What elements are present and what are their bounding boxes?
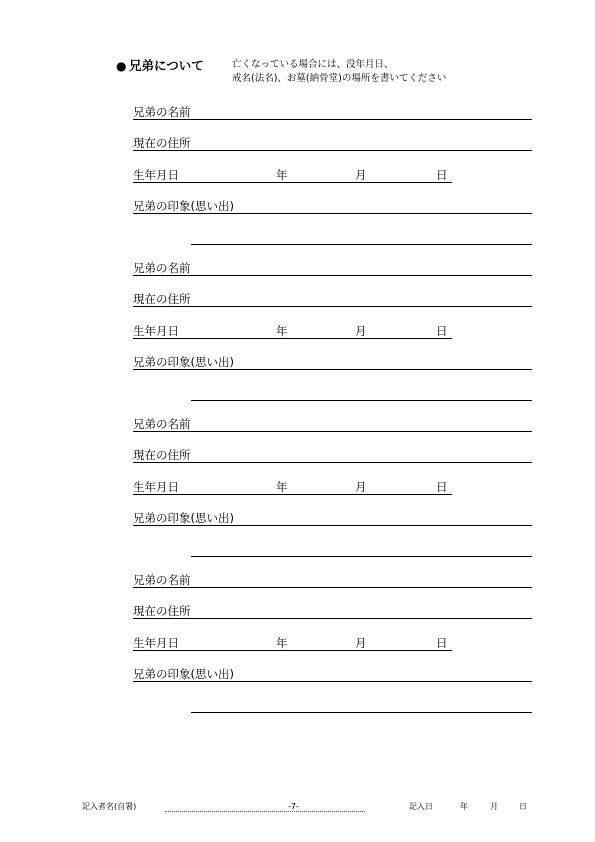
signature-field[interactable]	[165, 811, 365, 812]
year-label: 年	[276, 324, 288, 338]
current-address-field[interactable]	[133, 291, 533, 307]
current-address-field[interactable]	[133, 603, 533, 619]
month-label: 月	[355, 480, 367, 494]
birthdate-field[interactable]	[133, 167, 453, 183]
sibling-name-label: 兄弟の名前	[133, 261, 191, 275]
sibling-name-field[interactable]	[133, 416, 533, 432]
underline	[133, 306, 532, 307]
current-address-label: 現在の住所	[133, 604, 191, 618]
underline	[133, 369, 532, 370]
memory-second-line[interactable]	[191, 244, 532, 245]
year-label: 年	[276, 636, 288, 650]
entry-date-month[interactable]: 月	[490, 802, 498, 811]
entry-date-label: 記入日	[409, 802, 433, 811]
memory-label: 兄弟の印象(思い出)	[133, 511, 234, 525]
year-label: 年	[276, 480, 288, 494]
day-label: 日	[436, 480, 448, 494]
memory-field[interactable]	[133, 666, 533, 682]
page-number: -7-	[288, 802, 299, 811]
instruction-line-1: 亡くなっている場合には、没年月日、	[232, 59, 394, 70]
birthdate-label: 生年月日	[133, 480, 179, 494]
instruction-line-2: 戒名(法名)、お墓(納骨堂)の場所を書いてください	[232, 73, 447, 84]
memory-second-line[interactable]	[191, 400, 532, 401]
birthdate-field[interactable]	[133, 479, 453, 495]
birthdate-label: 生年月日	[133, 168, 179, 182]
memory-label: 兄弟の印象(思い出)	[133, 355, 234, 369]
sibling-entry-1	[133, 104, 533, 254]
month-label: 月	[355, 636, 367, 650]
current-address-label: 現在の住所	[133, 292, 191, 306]
memory-field[interactable]	[133, 510, 533, 526]
signature-label: 記入者名(自署)	[82, 802, 137, 811]
current-address-field[interactable]	[133, 447, 533, 463]
sibling-name-field[interactable]	[133, 260, 533, 276]
underline	[133, 338, 452, 339]
underline	[133, 650, 452, 651]
sibling-name-label: 兄弟の名前	[133, 417, 191, 431]
birthdate-field[interactable]	[133, 323, 453, 339]
month-label: 月	[355, 324, 367, 338]
underline	[133, 119, 532, 120]
memory-second-line[interactable]	[191, 556, 532, 557]
entry-date-day[interactable]: 日	[519, 802, 527, 811]
memory-field[interactable]	[133, 198, 533, 214]
birthdate-label: 生年月日	[133, 324, 179, 338]
sibling-name-field[interactable]	[133, 104, 533, 120]
underline	[133, 525, 532, 526]
underline	[133, 213, 532, 214]
underline	[133, 618, 532, 619]
underline	[133, 462, 532, 463]
current-address-label: 現在の住所	[133, 136, 191, 150]
sibling-entry-4	[133, 572, 533, 722]
year-label: 年	[276, 168, 288, 182]
underline	[133, 150, 532, 151]
sibling-name-label: 兄弟の名前	[133, 105, 191, 119]
day-label: 日	[436, 636, 448, 650]
underline	[133, 431, 532, 432]
underline	[133, 275, 532, 276]
birthdate-label: 生年月日	[133, 636, 179, 650]
memory-second-line[interactable]	[191, 712, 532, 713]
current-address-field[interactable]	[133, 135, 533, 151]
underline	[133, 587, 532, 588]
memory-label: 兄弟の印象(思い出)	[133, 667, 234, 681]
sibling-name-label: 兄弟の名前	[133, 573, 191, 587]
underline	[133, 182, 452, 183]
month-label: 月	[355, 168, 367, 182]
current-address-label: 現在の住所	[133, 448, 191, 462]
sibling-entry-3	[133, 416, 533, 566]
section-instructions	[232, 58, 446, 86]
section-title: 兄弟について	[129, 58, 204, 73]
entry-date-year[interactable]: 年	[460, 802, 468, 811]
underline	[133, 494, 452, 495]
bullet-icon: ●	[116, 59, 127, 73]
day-label: 日	[436, 324, 448, 338]
day-label: 日	[436, 168, 448, 182]
underline	[133, 681, 532, 682]
memory-field[interactable]	[133, 354, 533, 370]
page-footer	[82, 799, 542, 815]
memory-label: 兄弟の印象(思い出)	[133, 199, 234, 213]
sibling-name-field[interactable]	[133, 572, 533, 588]
sibling-entry-2	[133, 260, 533, 410]
birthdate-field[interactable]	[133, 635, 453, 651]
